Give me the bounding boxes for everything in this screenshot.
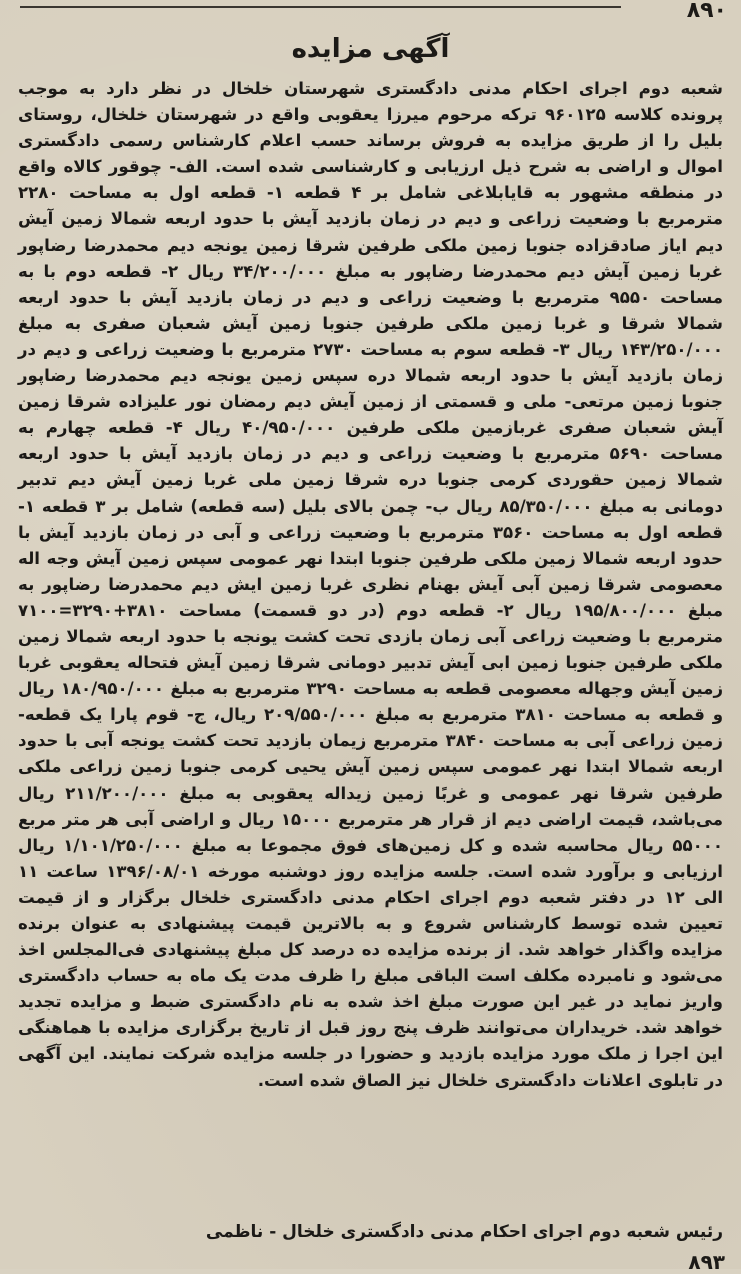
notice-signature: رئیس شعبه دوم اجرای احکام مدنی دادگستری خلخال - ناظمی (205, 1222, 723, 1242)
top-divider (20, 6, 621, 8)
notice-title: آگهی مزایده (291, 34, 450, 64)
top-reference-number: ۸۹۰ (686, 0, 727, 23)
bottom-reference-number: ۸۹۳ (688, 1250, 725, 1274)
notice-body: شعبه دوم اجرای احکام مدنی دادگستری شهرستان خلخال در نظر دارد به موجب پرونده کلاسه ۹۶۰۱۲۵ ترکه مرحوم میرزا یعقوبی واقع در شهرستان خلخال، روستای بلیل را از طریق مزایده به فروش برساند حسب اعلام کارشناس رسمی دادگستری اموال و اراضی به شرح ذیل ارزیابی و کارشناسی شده است. الف- چوقور کالاه واقع در منطقه مشهور به قایابلاغی شامل بر ۴ قطعه ۱- قطعه اول به مساحت ۲۲۸۰ مترمربع با وضعیت زراعی و دیم در زمان بازدید آیش با حدود اربعه شمالا زمین آیش دیم ایاز صادقزاده جنوبا زمین ملکی طرفین شرقا زمین یونجه دیم محمدرضا رضاپور غربا زمین آیش دیم محمدرضا رضاپور به مبلغ ۳۴/۲۰۰/۰۰۰ ریال ۲- قطعه دوم با به مساحت ۹۵۵۰ مترمربع با وضعیت زراعی و دیم در زمان بازدید آیش با حدود اربعه شمالا شرقا و غربا زمین ملکی طرفین جنوبا زمین آیش شعبان صفری به مبلغ ۱۴۳/۲۵۰/۰۰۰ ریال ۳- قطعه سوم به مساحت ۲۷۳۰ مترمربع با وضعیت زراعی و دیم در زمان بازدید آیش با حدود اربعه شمالا دره سپس زمین یونجه دیم محمدرضا رضاپور جنوبا زمین مرتعی- ملی و قسمتی از زمین آیش دیم رمضان نور علیزاده شرقا زمین آیش شعبان صفری غربازمین ملکی طرفین ۴۰/۹۵۰/۰۰۰ ریال ۴- قطعه چهارم به مساحت ۵۶۹۰ مترمربع با وضعیت زراعی و دیم در زمان بازدید آیش با حدود اربعه شمالا زمین حقوردی کرمی جنوبا دره شرقا زمین ملی غربا زمین آیش دیم تدبیر دومانی به مبلغ ۸۵/۳۵۰/۰۰۰ ریال ب- چمن بالای بلیل (سه قطعه) شامل بر ۳ قطعه ۱- قطعه اول به مساحت ۳۵۶۰ مترمربع با وضعیت زراعی و آبی در زمان بازدید آیش با حدود اربعه شمالا زمین ملکی طرفین جنوبا ابتدا نهر عمومی سپس زمین آیش وجه اله معصومی شرقا زمین آبی آیش بهنام نظری غربا زمین ایش دیم محمدرضا رضاپور به مبلغ ۱۹۵/۸۰۰/۰۰۰ ریال ۲- قطعه دوم (در دو قسمت) مساحت ۳۸۱۰+۳۲۹۰=۷۱۰۰ مترمربع با وضعیت زراعی آبی زمان بازدی تحت کشت یونجه با حدود اربعه شمالا زمین ملکی طرفین جنوبا زمین ابی آیش تدبیر دومانی شرقا زمین آیش فتحاله یعقوبی غربا زمین آیش وجهاله معصومی قطعه به مساحت ۳۲۹۰ مترمربع به مبلغ ۱۸۰/۹۵۰/۰۰۰ ریال و قطعه به مساحت ۳۸۱۰ مترمربع به مبلغ ۲۰۹/۵۵۰/۰۰۰ ریال، ج- قوم پارا یک قطعه- زمین زراعی آبی به مساحت ۳۸۴۰ مترمربع زیمان بازدید تحت کشت یونجه آبی با حدود اربعه شمالا ابتدا نهر عمومی سپس زمین آیش یحیی کرمی جنوبا زمین زراعی ملکی طرفین شرقا نهر عمومی و غربًا زمین زیداله یعقوبی به مبلغ ۲۱۱/۲۰۰/۰۰۰ ریال می‌باشد، قیمت اراضی دیم از قرار هر مترمربع ۱۵۰۰۰ ریال و اراضی آبی هر متر مربع ۵۵۰۰۰ ریال محاسبه شده و کل زمین‌های فوق مجموعا به مبلغ ۱/۱۰۱/۲۵۰/۰۰۰ ریال ارزیابی و برآورد شده است. جلسه مزایده روز دوشنبه مورخه ۱۳۹۶/۰۸/۰۱ ساعت ۱۱ الی ۱۲ در دفتر شعبه دوم اجرای احکام مدنی دادگستری خلخال برگزار و از قیمت تعیین شده توسط کارشناس شروع و به بالاترین قیمت پیشنهادی به عنوان برنده مزایده واگذار خواهد شد. از برنده مزایده ده درصد کل مبلغ پیشنهادی فی‌المجلس اخذ می‌شود و نامبرده مکلف است الباقی مبلغ را ظرف مدت یک ماه به حساب دادگستری واریز نماید در غیر این صورت مبلغ اخذ شده به نام دادگستری ضبط و مزایده تجدید خواهد شد. خریداران می‌توانند ظرف پنج روز قبل از تاریخ برگزاری مزایده با هماهنگی این اجرا ز ملک مورد مزایده بازدید و حضورا در جلسه مزایده شرکت نمایند. این آگهی در تابلوی اعلانات دادگستری خلخال نیز الصاق شده است. (18, 79, 724, 1090)
